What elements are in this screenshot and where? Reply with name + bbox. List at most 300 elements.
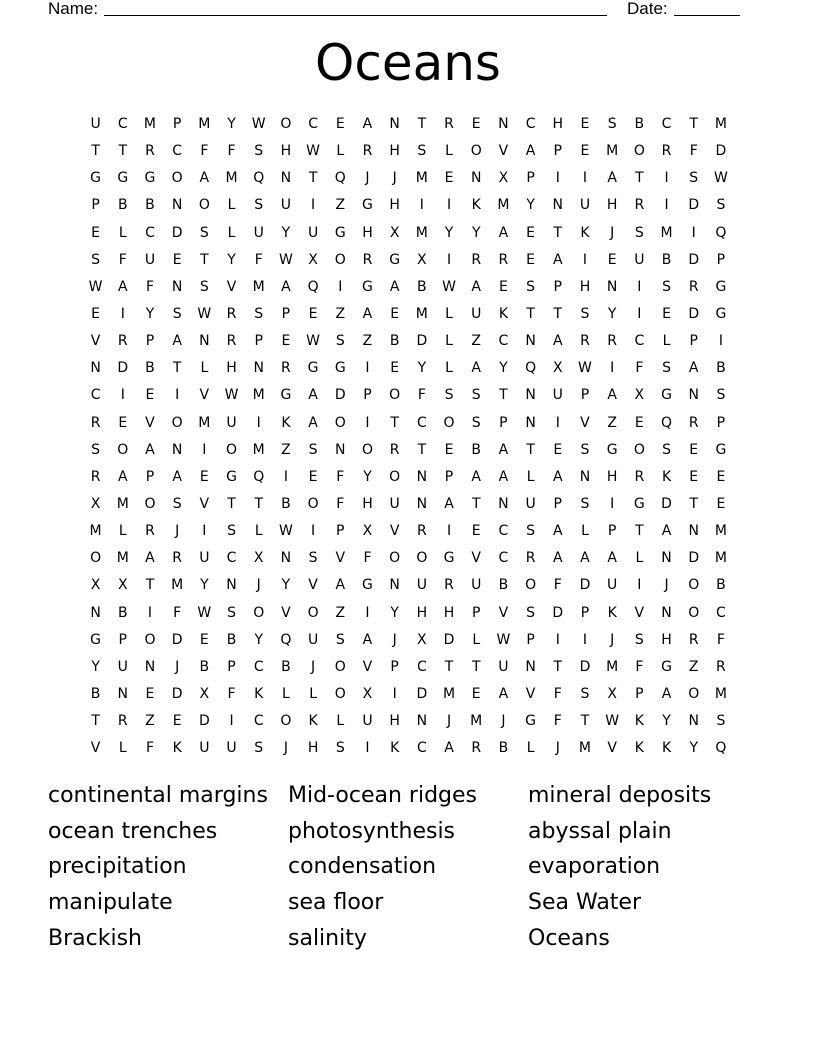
grid-letter: F (417, 387, 426, 404)
grid-letter: B (145, 360, 155, 377)
grid-letter: B (498, 577, 509, 594)
grid-letter: V (634, 604, 645, 621)
grid-letter: M (252, 441, 265, 458)
grid-letter: N (525, 414, 536, 431)
grid-row (82, 735, 735, 762)
grid-row (82, 708, 735, 735)
grid-letter: Y (227, 116, 236, 133)
grid-letter: R (525, 550, 536, 567)
grid-letter: I (610, 360, 615, 377)
grid-letter: V (498, 143, 509, 160)
grid-letter: O (334, 686, 346, 703)
grid-letter: B (417, 278, 427, 295)
grid-letter: Q (715, 224, 727, 241)
grid-letter: S (308, 441, 318, 458)
grid-letter: A (525, 143, 536, 160)
grid-letter: M (116, 550, 129, 567)
grid-letter: M (714, 116, 727, 133)
grid-letter: R (580, 333, 590, 350)
grid-letter: U (307, 631, 319, 648)
grid-letter: R (607, 333, 618, 350)
grid-letter: Z (335, 197, 346, 214)
grid-letter: A (145, 550, 155, 567)
grid-letter: P (635, 686, 644, 703)
grid-letter: E (689, 468, 699, 485)
grid-letter: U (389, 496, 400, 513)
grid-letter: J (501, 713, 506, 730)
grid-letter: X (498, 170, 509, 187)
grid-letter: W (306, 143, 321, 160)
grid-letter: L (526, 468, 535, 485)
grid-letter: T (553, 306, 563, 323)
grid-letter: P (145, 468, 155, 485)
grid-letter: E (444, 170, 454, 187)
grid-letter: P (716, 251, 726, 268)
grid-letter: Q (253, 170, 265, 187)
grid-letter: Y (254, 631, 263, 648)
grid-letter: C (634, 333, 645, 350)
grid-letter: E (145, 686, 155, 703)
grid-letter: Z (145, 713, 155, 730)
grid-letter: T (417, 441, 427, 458)
grid-letter: A (145, 441, 155, 458)
grid-letter: B (145, 197, 155, 214)
grid-letter: I (610, 496, 615, 513)
grid-letter: N (552, 197, 564, 214)
grid-letter: T (200, 251, 209, 268)
grid-letter: M (660, 224, 673, 241)
grid-letter: S (689, 170, 699, 187)
grid-letter: I (582, 170, 588, 187)
grid-letter: U (253, 224, 264, 241)
grid-letter: P (281, 306, 291, 323)
grid-letter: H (579, 278, 591, 295)
grid-letter: Y (607, 306, 617, 323)
grid-letter: B (117, 604, 128, 621)
grid-row (82, 600, 735, 627)
grid-letter: D (198, 713, 210, 730)
grid-letter: E (716, 496, 726, 513)
grid-letter: E (498, 278, 508, 295)
grid-letter: A (552, 251, 563, 268)
grid-letter: B (634, 116, 645, 133)
grid-letter: O (198, 197, 210, 214)
grid-letter: O (633, 441, 645, 458)
grid-letter: G (715, 278, 727, 295)
grid-letter: E (172, 251, 182, 268)
grid-letter: A (552, 333, 563, 350)
grid-letter: S (91, 251, 101, 268)
grid-letter: W (578, 360, 592, 377)
grid-letter: J (392, 631, 397, 648)
grid-letter: N (416, 713, 428, 730)
grid-letter: S (91, 441, 101, 458)
grid-letter: K (172, 740, 182, 757)
grid-letter: J (256, 577, 261, 594)
grid-letter: D (171, 686, 183, 703)
grid-letter: Q (715, 740, 727, 757)
grid-letter: R (145, 523, 155, 540)
grid-letter: F (227, 143, 236, 160)
grid-letter: I (718, 333, 723, 350)
grid-letter: Z (335, 306, 346, 323)
grid-letter: A (172, 333, 182, 350)
grid-letter: D (688, 550, 700, 567)
grid-letter: T (635, 523, 644, 540)
grid-letter: D (416, 686, 428, 703)
grid-letter: F (716, 631, 725, 648)
grid-letter: T (471, 658, 481, 675)
grid-letter: N (498, 496, 509, 513)
grid-letter: N (171, 278, 183, 295)
grid-letter: S (199, 278, 209, 295)
grid-letter: A (498, 224, 509, 241)
grid-letter: C (525, 116, 536, 133)
grid-letter: L (662, 333, 671, 350)
grid-letter: F (635, 360, 644, 377)
grid-letter: O (633, 143, 645, 160)
grid-letter: Q (280, 631, 292, 648)
grid-letter: N (688, 713, 699, 730)
header (48, 0, 748, 20)
grid-letter: V (308, 577, 318, 594)
grid-letter: A (444, 496, 454, 513)
grid-letter: L (445, 143, 453, 160)
grid-letter: D (117, 360, 129, 377)
grid-letter: E (526, 224, 536, 241)
grid-letter: N (144, 658, 156, 675)
grid-letter: X (117, 577, 128, 594)
grid-letter: X (362, 686, 373, 703)
grid-letter: S (526, 278, 536, 295)
grid-letter: R (145, 143, 155, 160)
grid-letter: E (281, 333, 291, 350)
grid-letter: U (199, 550, 210, 567)
grid-letter: O (470, 143, 482, 160)
grid-letter: P (118, 631, 127, 648)
grid-letter: M (89, 523, 102, 540)
grid-letter: Y (91, 658, 100, 675)
grid-letter: E (662, 306, 671, 323)
grid-letter: S (254, 197, 264, 214)
grid-letter: U (144, 251, 156, 268)
grid-letter: G (117, 170, 129, 187)
grid-letter: R (471, 251, 482, 268)
grid-letter: R (90, 414, 101, 431)
grid-letter: B (281, 658, 291, 675)
grid-letter: L (118, 523, 127, 540)
grid-letter: X (308, 251, 318, 268)
grid-letter: T (227, 496, 236, 513)
grid-letter: U (90, 116, 101, 133)
grid-letter: R (362, 251, 373, 268)
grid-letter: T (390, 414, 399, 431)
word-list-item: abyssal plain (528, 818, 672, 844)
word-list-row (48, 885, 788, 921)
grid-letter: K (661, 468, 672, 485)
grid-letter: S (335, 333, 345, 350)
grid-letter: D (688, 251, 700, 268)
grid-letter: S (335, 631, 345, 648)
grid-letter: E (526, 251, 536, 268)
grid-letter: H (307, 740, 319, 757)
grid-letter: E (634, 414, 644, 431)
grid-letter: A (580, 550, 590, 567)
grid-letter: V (199, 496, 210, 513)
grid-letter: N (416, 496, 428, 513)
grid-letter: Q (661, 414, 673, 431)
grid-letter: H (416, 604, 428, 621)
grid-letter: O (334, 251, 346, 268)
grid-letter: M (442, 686, 456, 703)
grid-letter: N (606, 278, 618, 295)
word-list-item: salinity (288, 925, 367, 951)
grid-letter: V (525, 686, 536, 703)
grid-letter: D (661, 496, 672, 513)
grid-letter: L (445, 306, 453, 323)
grid-letter: C (498, 550, 509, 567)
grid-letter: C (253, 713, 264, 730)
grid-letter: E (580, 116, 590, 133)
grid-letter: A (308, 414, 318, 431)
grid-letter: S (227, 604, 236, 621)
grid-letter: H (362, 224, 373, 241)
grid-letter: R (661, 143, 672, 160)
word-list-item: Oceans (528, 925, 610, 951)
grid-letter: T (499, 387, 508, 404)
grid-letter: L (445, 333, 453, 350)
grid-letter: O (389, 550, 401, 567)
grid-letter: J (365, 170, 370, 187)
grid-letter: P (91, 197, 100, 214)
grid-letter: T (444, 658, 454, 675)
grid-letter: Z (362, 333, 373, 350)
grid-letter: P (227, 658, 236, 675)
grid-row (82, 437, 735, 464)
grid-letter: G (661, 658, 672, 675)
grid-letter: G (144, 170, 156, 187)
grid-letter: P (390, 658, 399, 675)
grid-letter: E (471, 116, 481, 133)
grid-letter: N (579, 468, 591, 485)
word-list-row (48, 778, 788, 814)
grid-letter: G (334, 224, 346, 241)
word-list-item: evaporation (528, 854, 661, 880)
grid-letter: D (579, 577, 591, 594)
grid-letter: A (117, 468, 128, 485)
grid-letter: C (661, 116, 672, 133)
grid-letter: P (553, 143, 562, 160)
grid-letter: C (172, 143, 183, 160)
grid-letter: Z (607, 414, 617, 431)
grid-letter: O (307, 604, 319, 621)
grid-letter: V (90, 740, 101, 757)
grid-letter: Y (281, 224, 291, 241)
grid-letter: B (90, 686, 101, 703)
grid-letter: M (252, 387, 265, 404)
word-list-item: Mid-ocean ridges (288, 783, 477, 809)
grid-letter: N (498, 116, 509, 133)
grid-letter: W (251, 116, 266, 133)
grid-letter: T (635, 170, 644, 187)
grid-letter: K (634, 740, 644, 757)
grid-letter: I (283, 468, 288, 485)
grid-letter: I (365, 414, 370, 431)
grid-row (82, 491, 735, 518)
grid-letter: S (444, 387, 454, 404)
grid-letter: P (689, 333, 698, 350)
grid-letter: X (389, 224, 400, 241)
grid-letter: G (90, 170, 102, 187)
grid-row (82, 328, 735, 355)
grid-letter: B (389, 333, 400, 350)
grid-letter: K (498, 306, 508, 323)
grid-letter: Z (688, 658, 699, 675)
grid-letter: E (471, 686, 481, 703)
grid-letter: F (553, 686, 562, 703)
grid-letter: A (607, 170, 617, 187)
grid-letter: M (606, 143, 619, 160)
grid-letter: H (389, 713, 400, 730)
grid-letter: E (553, 441, 563, 458)
grid-letter: C (416, 740, 427, 757)
grid-letter: W (713, 170, 728, 187)
grid-letter: R (117, 333, 128, 350)
grid-letter: G (307, 360, 319, 377)
grid-letter: U (525, 496, 536, 513)
grid-letter: I (664, 170, 669, 187)
grid-letter: I (446, 523, 452, 540)
grid-letter: P (145, 333, 155, 350)
date-label: Date: (627, 0, 668, 18)
word-list (48, 778, 788, 956)
grid-letter: F (145, 278, 154, 295)
grid-letter: I (392, 686, 397, 703)
grid-letter: D (579, 658, 591, 675)
grid-letter: Q (525, 360, 537, 377)
grid-letter: M (714, 523, 727, 540)
grid-letter: S (662, 441, 671, 458)
grid-letter: O (443, 414, 455, 431)
grid-letter: U (416, 577, 427, 594)
grid-letter: E (444, 441, 454, 458)
grid-row (82, 627, 735, 654)
grid-letter: M (497, 197, 510, 214)
grid-letter: H (606, 468, 618, 485)
word-list-item: Brackish (48, 925, 142, 951)
grid-letter: Y (662, 713, 671, 730)
grid-letter: T (118, 143, 128, 160)
grid-letter: U (117, 658, 128, 675)
grid-letter: V (90, 333, 101, 350)
grid-letter: U (226, 740, 237, 757)
word-list-row (48, 920, 788, 956)
grid-letter: I (120, 306, 125, 323)
grid-letter: L (309, 686, 317, 703)
grid-letter: I (637, 278, 642, 295)
grid-letter: O (171, 170, 183, 187)
grid-letter: K (254, 686, 264, 703)
grid-letter: N (335, 441, 346, 458)
grid-letter: X (90, 577, 101, 594)
grid-letter: M (714, 550, 727, 567)
grid-letter: X (607, 686, 617, 703)
grid-letter: U (471, 306, 482, 323)
grid-letter: M (225, 170, 238, 187)
grid-letter: S (526, 604, 536, 621)
grid-letter: Y (689, 740, 698, 757)
grid-letter: I (637, 577, 642, 594)
grid-letter: W (306, 333, 321, 350)
grid-letter: G (280, 387, 292, 404)
grid-letter: N (199, 333, 210, 350)
grid-row (82, 518, 735, 545)
grid-letter: V (226, 278, 237, 295)
grid-letter: C (498, 333, 509, 350)
grid-letter: O (389, 468, 401, 485)
grid-letter: S (634, 631, 644, 648)
grid-letter: T (417, 116, 427, 133)
grid-letter: E (607, 251, 617, 268)
grid-letter: I (120, 387, 125, 404)
grid-letter: B (471, 441, 482, 458)
grid-letter: O (117, 441, 129, 458)
grid-letter: I (365, 604, 370, 621)
grid-letter: D (715, 143, 727, 160)
grid-letter: X (362, 523, 373, 540)
grid-letter: H (226, 360, 237, 377)
grid-letter: G (362, 577, 373, 594)
grid-row (82, 192, 735, 219)
grid-letter: N (226, 577, 237, 594)
grid-letter: F (254, 251, 263, 268)
grid-letter: O (90, 550, 102, 567)
grid-letter: F (145, 740, 154, 757)
grid-letter: F (363, 550, 372, 567)
grid-letter: F (173, 604, 182, 621)
grid-letter: G (389, 251, 401, 268)
grid-letter: D (688, 197, 700, 214)
grid-letter: U (280, 197, 292, 214)
grid-letter: O (416, 550, 428, 567)
grid-letter: B (199, 658, 210, 675)
grid-letter: A (661, 686, 672, 703)
grid-letter: L (227, 224, 236, 241)
grid-letter: U (634, 251, 645, 268)
grid-letter: C (308, 116, 318, 133)
grid-letter: T (689, 116, 698, 133)
grid-letter: A (362, 306, 373, 323)
grid-letter: M (415, 306, 428, 323)
grid-letter: H (389, 143, 400, 160)
grid-letter: J (311, 658, 316, 675)
grid-letter: I (419, 197, 424, 214)
grid-letter: I (446, 197, 452, 214)
grid-letter: P (607, 523, 617, 540)
grid-letter: A (172, 468, 182, 485)
grid-letter: L (254, 523, 263, 540)
grid-row (82, 464, 735, 491)
grid-letter: B (117, 197, 128, 214)
grid-letter: G (90, 631, 102, 648)
name-blank-line (104, 15, 607, 16)
word-list-item: ocean trenches (48, 818, 218, 844)
grid-letter: S (471, 414, 481, 431)
grid-letter: C (416, 414, 427, 431)
grid-letter: P (553, 278, 562, 295)
grid-letter: F (118, 251, 127, 268)
grid-letter: S (254, 306, 264, 323)
